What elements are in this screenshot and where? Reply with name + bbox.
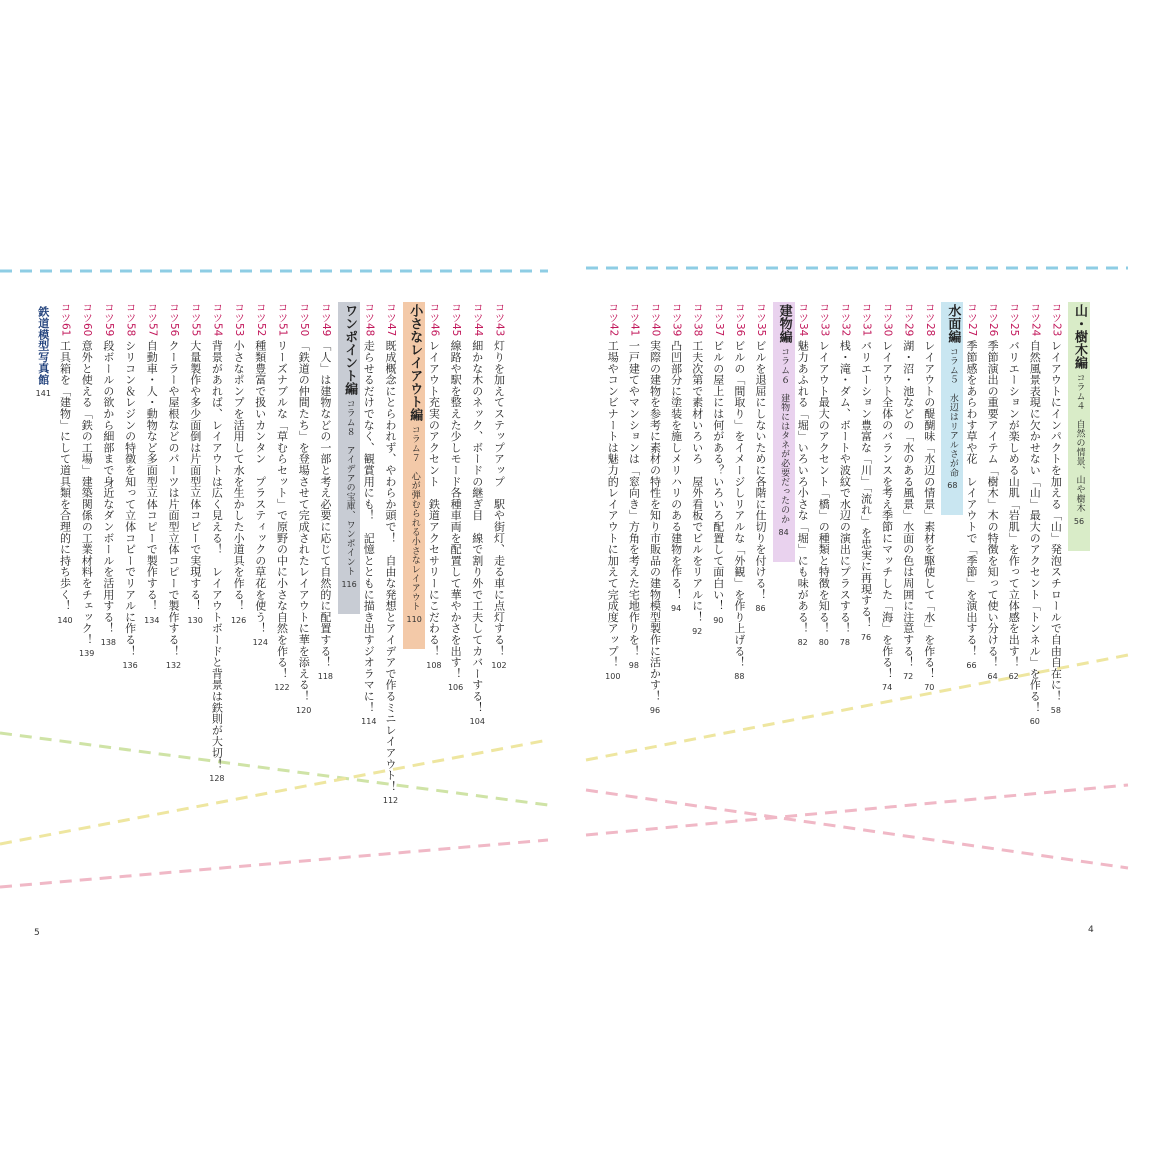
entry-page-number: 74 bbox=[882, 683, 893, 693]
dash-left-pink bbox=[0, 840, 548, 887]
entry-number: コツ40 bbox=[649, 302, 662, 337]
toc-section-header bbox=[1068, 302, 1090, 551]
entry-number: コツ30 bbox=[881, 302, 894, 337]
entry-page-number: 110 bbox=[406, 615, 422, 624]
entry-title: 鉄道模型写真館 bbox=[36, 306, 50, 386]
entry-number: コツ60 bbox=[81, 302, 94, 337]
entry-number: コツ55 bbox=[189, 302, 202, 337]
entry-number: コツ32 bbox=[839, 302, 852, 337]
entry-title: クーラーや屋根などのパーツは片面型立体コピーで製作する！ bbox=[167, 340, 180, 657]
entry-title: 凸凹部分に塗装を施しメリハリのある建物を作る！ bbox=[669, 340, 683, 601]
entry-title: 意外と使える「鉄の工場」建築関係の工業材料をチェック！ bbox=[80, 340, 94, 646]
entry-number: コツ38 bbox=[691, 302, 704, 337]
toc-entry bbox=[794, 302, 812, 648]
entry-number: コツ54 bbox=[211, 302, 224, 337]
entry-title: 段ボールの欲から細部まで身近なダンボールを活用する！ bbox=[101, 340, 115, 635]
entry-title: 季節演出の重要アイテム「樹木」木の特徴を知って使い分ける！ bbox=[986, 340, 1000, 669]
entry-title: 「鉄道の仲間たち」を登場させて完成されたレイアウトに華を添える！ bbox=[297, 340, 311, 702]
entry-page-number: 114 bbox=[361, 717, 377, 727]
entry-title: 種類豊富で扱いカンタン プラスティックの草花を使う！ bbox=[253, 340, 267, 635]
entry-number: コツ44 bbox=[471, 302, 484, 337]
entry-number: コツ33 bbox=[818, 302, 831, 337]
toc-entry bbox=[208, 302, 226, 784]
entry-title: レイアウト最大のアクセント「橋」の種類と特徴を知る！ bbox=[817, 340, 831, 635]
entry-page-number: 62 bbox=[1008, 672, 1019, 682]
entry-title: 工具箱を「建物」にして道具類を合理的に持ち歩く！ bbox=[58, 340, 72, 612]
section-column-title: コラム６ 建物にはタネが必要だったのか bbox=[779, 347, 790, 524]
entry-number: コツ43 bbox=[493, 302, 506, 337]
entry-page-number: 118 bbox=[317, 672, 334, 682]
toc-entry bbox=[56, 302, 74, 626]
entry-number: コツ34 bbox=[797, 302, 810, 337]
section-column-title: コラム４ 自然の情景、山や樹木 bbox=[1074, 373, 1085, 513]
entry-number: コツ49 bbox=[319, 302, 332, 337]
entry-page-number: 100 bbox=[605, 672, 621, 682]
toc-entry bbox=[230, 302, 248, 626]
entry-page-number: 76 bbox=[860, 632, 872, 642]
toc-entry bbox=[295, 302, 313, 716]
toc-entry bbox=[447, 302, 465, 693]
entry-number: コツ52 bbox=[254, 302, 267, 337]
entry-number: コツ29 bbox=[902, 302, 915, 337]
toc-entry bbox=[752, 302, 770, 614]
toc-entry bbox=[604, 302, 622, 682]
entry-number: コツ42 bbox=[607, 302, 620, 337]
entry-page-number: 112 bbox=[382, 796, 399, 806]
page-number-right: 4 bbox=[1088, 925, 1094, 935]
dash-left-green-a bbox=[0, 733, 548, 805]
toc-entry bbox=[121, 302, 139, 671]
entry-title: 細かな木のネック、ボードの継ぎ目 線で割り外で工夫してカバーする！ bbox=[470, 340, 484, 714]
entry-title: レイアウトにインパクトを加える「山」発泡スチロールで自由自在に！ bbox=[1049, 340, 1063, 702]
toc-entry bbox=[468, 302, 486, 727]
toc-section-header bbox=[338, 302, 360, 614]
entry-title: ビルの屋上には何がある？いろいろ配置して面白い！ bbox=[711, 340, 725, 612]
entry-number: コツ28 bbox=[923, 302, 936, 337]
entry-page-number: 64 bbox=[987, 672, 998, 682]
entry-page-number: 56 bbox=[1073, 516, 1085, 526]
toc-entry bbox=[688, 302, 706, 637]
toc-entry bbox=[382, 302, 400, 806]
entry-number: コツ61 bbox=[59, 302, 72, 337]
toc-entry bbox=[1005, 302, 1023, 682]
section-title: 建物編 bbox=[776, 304, 792, 343]
entry-title: 線路や駅を整えた少しモード各種車両を配置して華やかさを出す！ bbox=[449, 340, 463, 680]
toc-entry bbox=[667, 302, 685, 614]
entry-number: コツ27 bbox=[966, 302, 978, 337]
entry-page-number: 102 bbox=[491, 660, 507, 670]
entry-title: ビルの「間取り」をイメージしリアルな「外観」を作り上げる！ bbox=[732, 340, 746, 669]
section-title: 小さなレイアウト編 bbox=[407, 304, 423, 421]
toc-entry bbox=[646, 302, 664, 716]
entry-page-number: 132 bbox=[165, 660, 182, 670]
entry-page-number: 96 bbox=[649, 705, 661, 715]
toc-entry bbox=[425, 302, 443, 671]
entry-number: コツ25 bbox=[1008, 302, 1021, 337]
toc-entry bbox=[34, 302, 52, 399]
toc-entry bbox=[251, 302, 269, 648]
entry-page-number: 80 bbox=[818, 638, 829, 648]
entry-title: 自動車・人・動物など多面型立体コピーで製作する！ bbox=[145, 340, 159, 612]
entry-title: 湖・沼・池などの「水のある風景」水面の色は周囲に注意する！ bbox=[901, 340, 915, 669]
entry-number: コツ58 bbox=[124, 302, 137, 337]
entry-page-number: 78 bbox=[839, 638, 850, 648]
toc-entry bbox=[1047, 302, 1065, 716]
entry-number: コツ31 bbox=[860, 302, 873, 337]
entry-page-number: 140 bbox=[57, 615, 73, 625]
toc-entry bbox=[963, 302, 981, 671]
dash-right-pink-a bbox=[586, 785, 1128, 835]
entry-title: ビルを退屈にしないために各階に仕切りを付ける！ bbox=[754, 340, 767, 601]
toc-entry bbox=[899, 302, 917, 682]
entry-title: 魅力あふれる「堀」いろいろ小さな「堀」にも味がある！ bbox=[796, 340, 810, 635]
entry-number: コツ47 bbox=[385, 302, 397, 337]
section-title: ワンポイント編 bbox=[342, 304, 358, 395]
entry-page-number: 139 bbox=[79, 649, 95, 659]
entry-title: 工場やコンビナートは魅力的レイアウトに加えて完成度アップ！ bbox=[606, 340, 620, 669]
entry-title: レイアウト全体のバランスを考え季節にマッチした「海」を作る！ bbox=[880, 340, 894, 680]
entry-number: コツ39 bbox=[670, 302, 683, 337]
entry-number: コツ37 bbox=[712, 302, 725, 337]
toc-entry bbox=[273, 302, 291, 693]
entry-page-number: 58 bbox=[1050, 705, 1061, 715]
toc-entry bbox=[984, 302, 1002, 682]
toc-entry bbox=[99, 302, 117, 648]
entry-page-number: 116 bbox=[341, 579, 357, 589]
entry-page-number: 134 bbox=[144, 615, 160, 625]
entry-title: 一戸建てやマンションは「窓向き」方角を考えた宅地作りを！ bbox=[627, 340, 641, 657]
toc-entry bbox=[709, 302, 727, 626]
section-column-title: コラム７ 心が弾むられる小さなレイアウト bbox=[409, 425, 420, 611]
entry-title: 灯りを加えてステップアップ 駅や街灯、走る車に点灯する！ bbox=[492, 340, 506, 657]
toc-section-header bbox=[773, 302, 795, 562]
entry-page-number: 126 bbox=[230, 615, 247, 625]
toc-entry bbox=[815, 302, 833, 648]
entry-title: 工夫次第で素材いろいろ 屋外看板でビルをリアルに！ bbox=[690, 340, 704, 623]
entry-title: 背景があれば、レイアウトは広く見える！ レイアウトボードと背景は鉄則が大切！ bbox=[210, 340, 224, 770]
entry-title: バリエーションが楽しめる山肌「岩肌」を作って立体感を出す！ bbox=[1007, 340, 1021, 669]
entry-number: コツ46 bbox=[428, 302, 441, 337]
entry-number: コツ50 bbox=[298, 302, 311, 337]
entry-title: 小さなポンプを活用して水を生かした小道具を作る！ bbox=[232, 340, 246, 612]
entry-title: リーズナブルな「草むらセット」で原野の中に小さな自然を作る！ bbox=[275, 340, 289, 680]
entry-title: 実際の建物を参考に素材の特性を知り市販品の建物模型製作に活かす！ bbox=[648, 340, 662, 702]
toc-entry bbox=[920, 302, 938, 693]
entry-page-number: 68 bbox=[947, 481, 958, 491]
entry-page-number: 136 bbox=[122, 660, 138, 670]
entry-number: コツ56 bbox=[168, 302, 180, 337]
toc-entry bbox=[1026, 302, 1044, 727]
entry-number: コツ53 bbox=[233, 302, 246, 337]
entry-title: 季節感をあらわす草や花 レイアウトで「季節」を演出する！ bbox=[965, 340, 978, 657]
toc-entry bbox=[316, 302, 334, 682]
entry-page-number: 106 bbox=[447, 683, 464, 693]
entry-number: コツ26 bbox=[987, 302, 1000, 337]
entry-page-number: 104 bbox=[469, 717, 485, 727]
entry-page-number: 90 bbox=[713, 615, 724, 625]
toc-entry bbox=[836, 302, 854, 648]
entry-page-number: 60 bbox=[1029, 717, 1040, 727]
entry-page-number: 138 bbox=[100, 638, 117, 648]
entry-title: レイアウト充実のアクセント 鉄道アクセサリーにこだわる！ bbox=[427, 340, 441, 657]
dash-left-yellow bbox=[0, 740, 548, 844]
entry-number: コツ48 bbox=[363, 302, 376, 337]
entry-page-number: 130 bbox=[187, 615, 203, 625]
entry-page-number: 70 bbox=[924, 683, 935, 693]
entry-title: 「人」は建物などの一部と考え必要に応じて自然的に配置する！ bbox=[318, 340, 332, 669]
entry-page-number: 86 bbox=[755, 604, 766, 614]
entry-number: コツ57 bbox=[146, 302, 159, 337]
entry-title: バリエーション豊富な「川」「流れ」を忠実に再現する！ bbox=[859, 340, 873, 629]
entry-page-number: 124 bbox=[252, 638, 268, 648]
entry-page-number: 66 bbox=[966, 660, 977, 670]
entry-title: 既成概念にとらわれず、やわらか頭で！ 自由な発想とアイデアで作るミニレイアウト！ bbox=[384, 340, 397, 793]
entry-page-number: 72 bbox=[903, 672, 914, 682]
entry-number: コツ35 bbox=[755, 302, 767, 337]
entry-page-number: 94 bbox=[671, 604, 682, 614]
entry-number: コツ36 bbox=[733, 302, 746, 337]
toc-entry bbox=[165, 302, 183, 671]
entry-page-number: 141 bbox=[35, 389, 51, 399]
toc-entry bbox=[143, 302, 161, 626]
entry-title: 走らせるだけでなく、観賞用にも！ 記憶とともに描き出すジオラマに！ bbox=[362, 340, 376, 714]
entry-title: シリコン＆レジンの特徴を知って立体コピーでリアルに作る！ bbox=[123, 340, 137, 657]
entry-page-number: 120 bbox=[296, 705, 312, 715]
entry-page-number: 82 bbox=[797, 638, 808, 648]
toc-entry bbox=[857, 302, 875, 643]
entry-page-number: 84 bbox=[778, 527, 789, 537]
entry-page-number: 88 bbox=[734, 672, 745, 682]
entry-title: レイアウトの醍醐味「水辺の情景」素材を駆使して「水」を作る！ bbox=[922, 340, 936, 680]
section-column-title: コラム５ 水辺はリアルさが命 bbox=[947, 347, 958, 478]
entry-title: 桟・滝・ダム、ボートや波紋で水辺の演出にプラスする！ bbox=[838, 340, 852, 635]
entry-page-number: 98 bbox=[628, 660, 639, 670]
entry-page-number: 92 bbox=[692, 626, 703, 636]
entry-title: 自然風景表現に欠かせない「山」最大のアクセント「トンネル」を作る！ bbox=[1028, 340, 1042, 714]
section-title: 水面編 bbox=[945, 304, 961, 343]
entry-page-number: 128 bbox=[209, 773, 225, 783]
entry-title: 大量製作や多少面倒は片面型立体コピーで実現する！ bbox=[188, 340, 202, 612]
toc-entry bbox=[360, 302, 378, 727]
toc-section-header bbox=[403, 302, 425, 649]
entry-number: コツ41 bbox=[628, 302, 641, 337]
toc-entry bbox=[186, 302, 204, 626]
entry-page-number: 122 bbox=[274, 683, 290, 693]
section-column-title: コラム８ アイデアの宝庫、ワンポイント bbox=[344, 399, 355, 576]
toc-entry bbox=[490, 302, 508, 671]
entry-number: コツ23 bbox=[1050, 302, 1063, 337]
entry-number: コツ51 bbox=[276, 302, 289, 337]
toc-section-header bbox=[941, 302, 963, 515]
section-title: 山・樹木編 bbox=[1072, 304, 1087, 369]
entry-number: コツ24 bbox=[1029, 302, 1042, 337]
toc-entry bbox=[878, 302, 896, 693]
toc-entry bbox=[730, 302, 748, 682]
toc-entry bbox=[625, 302, 643, 671]
entry-number: コツ59 bbox=[102, 302, 115, 337]
page-number-left: 5 bbox=[34, 928, 40, 938]
entry-page-number: 108 bbox=[426, 660, 442, 670]
entry-number: コツ45 bbox=[450, 302, 463, 337]
toc-entry bbox=[78, 302, 96, 659]
